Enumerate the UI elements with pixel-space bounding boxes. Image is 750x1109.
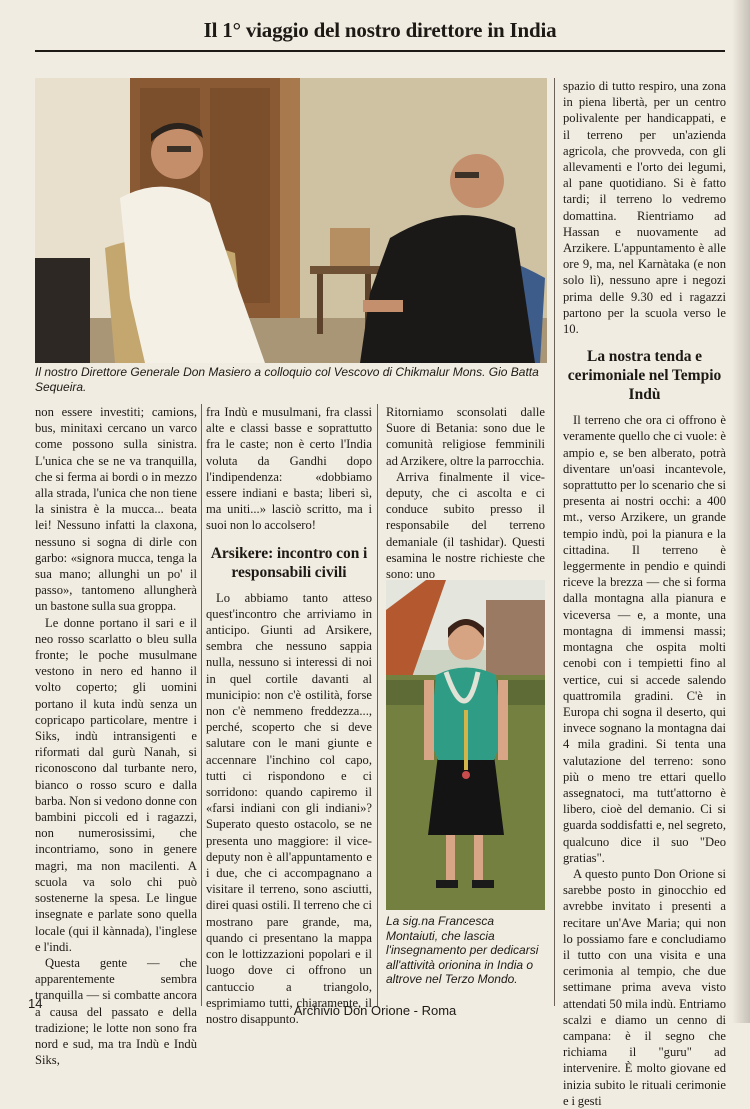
paragraph: Ritorniamo sconsolati dalle Suore di Betania: sono due le comunità religiose femminili ad Arzikere, oltre la parrocchia. (386, 405, 545, 468)
article-headline: Il 1° viaggio del nostro direttore in India (203, 18, 557, 42)
text-column-4 (563, 78, 726, 1109)
paragraph: A questo punto Don Orione si sarebbe posto in ginocchio ed avrebbe invitato i presenti a recitare un'Ave Maria; qui non lo possiamo fare e concludiamo il tutto con una visita e una cerimonia al tempio, che due settimane prima aveva visto attendati 50 mila indù. Entriamo scalzi e diamo un cenno di campana: è il segno che richiama il "guru" ad intervenire. È molto giovane ed inizia subito le rituali cerimonie e i gesti (563, 866, 726, 1108)
text-column-3 (386, 404, 545, 582)
paragraph: fra Indù e musulmani, fra classi alte e classi basse e soprattutto fra le caste; non è certo l'India voluta da Gandhi dopo l'indipendenza: «dobbiamo essere indiani e basta; liberi sì, ma uniti...» lasciò scritto, ma i suoi non lo accolsero! (206, 405, 372, 533)
photo2-caption: La sig.na Francesca Montaiuti, che lascia l'insegnamento per dedicarsi all'attività orionina in India o altrove nel Terzo Mondo. (386, 914, 539, 986)
photo1-caption: Il nostro Direttore Generale Don Masiero a colloquio col Vescovo di Chikmalur Mons. Gio Batta Sequeira. (35, 365, 539, 394)
column-rule (377, 404, 378, 1006)
paragraph: Il terreno che ora ci offrono è veramente quello che ci vuole: è ampio e, se ben alberato, potrà diventare un'oasi incantevole, soprattutto per lo scenario che si presenta ai nostri occhi: a 400 mt., verso Arzikere, un grande tempio indù, poi la pianura e la cittadina. Il terreno è leggermente in pendio e quindi riceve la brezza — che si forma dalla montagna alla pianura e viceversa — e, a monte, una montagna di immensi massi; montagna che ospita molti cenobi con i tempietti fino al vertice, cui si accede salendo quattromila gradini. C'è in Europa chi sogna il deserto, qui invece sognano la montagna dai 4 mila gradini. Si tenta una valutazione del terreno: sono più o meno tre ettari quello assegnatoci, ma tutt'attorno è libero, cioè del demanio. Ci si guarda soddisfatti e, nel segreto, qualcuno dice il suo "Deo gratias". (563, 413, 726, 865)
page-edge-shadow (732, 0, 750, 1023)
photo-director-and-bishop (35, 78, 547, 363)
section-heading-tenda: La nostra tenda e cerimoniale nel Tempio Indù (567, 348, 722, 404)
paragraph: Le donne portano il sari e il neo rosso scarlatto o bleu sulla fronte; le poche musulmane vestono in nero ed hanno il volto coperto; gli uomini portano il kuta indù senza un copricapo particolare, mentre i Siks, indù intransigenti e riformati dal gurù Nanah, si riconoscono dal turbante nero, bianco o rosso scuro e dalla barba. Non si vedono donne con bambini piccoli ed i ragazzi, non numerosissimi, che incontriamo, sono in genere magri, ma non macilenti. A scuola va solo chi può sostenerne la spesa. Le lingue insegnate e parlate sono quella locale (qui il kànnada), l'inglese e l'indi. (35, 615, 197, 954)
text-column-2 (206, 404, 372, 1027)
archive-footer: Archivio Don Orione - Roma (293, 1003, 457, 1018)
paragraph: Arriva finalmente il vice-deputy, che ci ascolta e ci conduce subito presso il responsabile del terreno demaniale (il tashidar). Questi esamina le nostre richieste che sono: uno (386, 469, 545, 582)
column-rule (201, 404, 202, 1006)
section-heading-arsikere: Arsikere: incontro con i responsabili civili (210, 544, 368, 581)
paragraph: non essere investiti; camions, bus, minitaxi cercano un varco come possono sulla sinistra. L'unica che se ne va tranquilla, che si ferma ai bordi o in mezzo alla strada, l'unica che non tiene la sinistra è la mucca... beata lei! Nessuno infatti la claxona, nessuno si sogna di dirle con garbo: «signora mucca, tenga la sua mano; allunghi un po' il passo», tantomeno allungherà un bastone sulla sua groppa. (35, 405, 197, 614)
paragraph: Lo abbiamo tanto atteso quest'incontro che arriviamo in anticipo. Giunti ad Arsikere, sembra che nessuno sappia nulla, nessuno si interessi di noi in quel cortile davanti al municipio: non c'è ostilità, forse non c'è nemmeno freddezza..., perché, scoperto che si deve salutare con le mani giunte e accennare l'inchino col capo, tutti ci rispondono e ci sorridono: quando capiremo il «farsi indiani con gli indiani»? Superato questo ostacolo, se ne presenta uno maggiore: il vice-deputy non è all'appuntamento e i due, che ci accompagnano a visitare il terreno, sono asciutti, direi quasi ostili. Il terreno che ci mostrano pare grande, ma, quando ci presentano la mappa con le lottizzazioni popolari e il luogo dove ci offrono un cantuccio a triangolo, esprimiamo tutti, chiaramente, il nostro disappunto. (206, 590, 372, 1026)
page-number: 14 (28, 996, 43, 1011)
photo-francesca-montaiuti (386, 580, 545, 910)
paragraph: Questa gente — che apparentemente sembra tranquilla — si combatte ancora a causa del passato e della tradizione; le lotte non sono fra nord e sud, ma tra Indù e Indù Siks, (35, 955, 197, 1068)
paragraph: spazio di tutto respiro, una zona in piena libertà, per un centro polivalente per handicappati, e il terreno per un'azienda agricola, che provveda, con gli allevamenti e l'orto dei legumi, al pane quotidiano. Si è fatto tardi; il terreno lo vedremo domattina. Rientriamo ad Hassan e nuovamente ad Arzikere. L'appuntamento è alle ore 9, ma, nel Karnàtaka (e non solo lì), nessuno apre i negozi prima delle 9.30 ed i ragazzi partono per la scuola verso le 10. (563, 79, 726, 337)
column-rule (554, 78, 555, 1006)
text-column-1 (35, 404, 197, 1068)
headline-rule (35, 50, 725, 52)
